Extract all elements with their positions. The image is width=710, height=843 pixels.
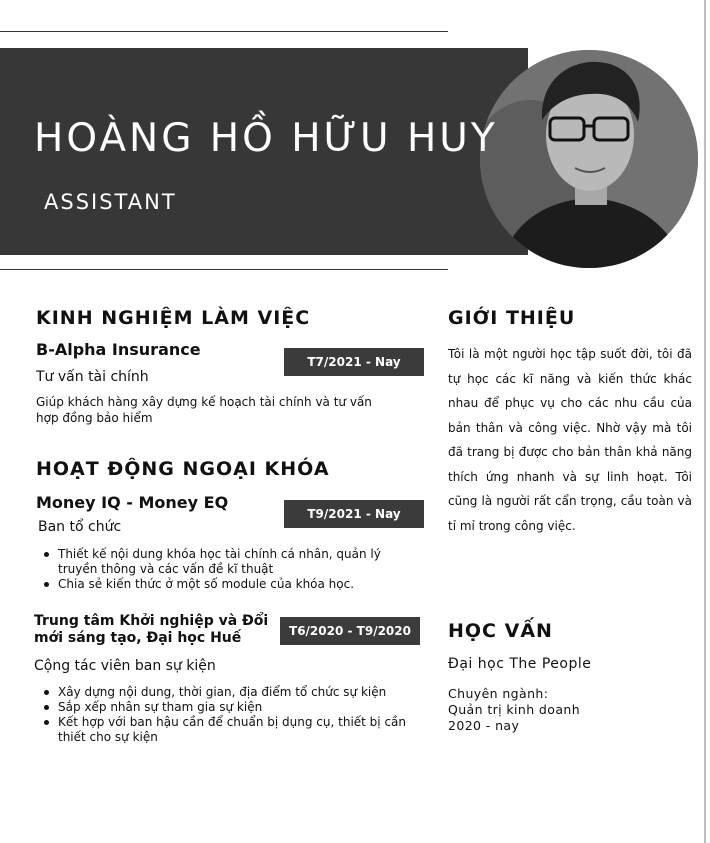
education-major-label: Chuyên ngành: xyxy=(448,686,549,701)
intro-heading: GIỚI THIỆU xyxy=(448,307,576,329)
list-item: Thiết kế nội dung khóa học tài chính cá nhân, quản lý truyền thông và các vấn đề kĩ thuật xyxy=(36,547,406,577)
candidate-name: HOÀNG HỒ HỮU HUY xyxy=(34,116,498,161)
list-item: Chia sẻ kiến thức ở một số module của khóa học. xyxy=(36,577,406,592)
experience-heading: KINH NGHIỆM LÀM VIỆC xyxy=(36,307,311,329)
profile-photo xyxy=(480,50,698,268)
experience-position: Tư vấn tài chính xyxy=(36,369,149,385)
list-item: Sắp xếp nhân sự tham gia sự kiện xyxy=(36,700,406,715)
activity-org: Trung tâm Khởi nghiệp và Đổi mới sáng tạo, Đại học Huế xyxy=(34,613,269,646)
intro-text: Tôi là một người học tập suốt đời, tôi đã tự học các kĩ năng và kiến thức khác nhau để phục vụ cho các nhu cầu của bản thân và công việc. Nhờ vậy mà tôi đã trang bị được cho bản thân khả năng thích ứng nhanh và sự linh hoạt. Tôi cũng là người rất cẩn trọng, cầu toàn và tỉ mỉ trong công việc. xyxy=(448,347,692,533)
activity-period-badge: T6/2020 - T9/2020 xyxy=(280,617,420,645)
bottom-divider xyxy=(0,269,448,270)
person-portrait-icon xyxy=(480,50,698,268)
experience-org: B-Alpha Insurance xyxy=(36,340,201,359)
activity-period-badge: T9/2021 - Nay xyxy=(284,500,424,528)
list-item: Xây dựng nội dung, thời gian, địa điểm tổ chức sự kiện xyxy=(36,685,406,700)
experience-description: Giúp khách hàng xây dựng kế hoạch tài chính và tư vấn hợp đồng bảo hiểm xyxy=(36,395,372,425)
list-item: Kết hợp với ban hậu cần để chuẩn bị dụng cụ, thiết bị cần thiết cho sự kiện xyxy=(36,715,406,745)
activity-org: Money IQ - Money EQ xyxy=(36,493,229,512)
activities-heading: HOẠT ĐỘNG NGOẠI KHÓA xyxy=(36,458,330,480)
education-years: 2020 - nay xyxy=(448,718,520,733)
candidate-role: ASSISTANT xyxy=(44,190,177,214)
top-divider xyxy=(0,31,448,32)
education-school: Đại học The People xyxy=(448,656,592,672)
activity-position: Ban tổ chức xyxy=(38,519,122,535)
activity-position: Cộng tác viên ban sự kiện xyxy=(34,658,216,674)
activity-bullet-list xyxy=(36,547,406,592)
activity-bullet-list xyxy=(36,685,406,745)
education-major: Quản trị kinh doanh xyxy=(448,702,581,717)
experience-period-badge: T7/2021 - Nay xyxy=(284,348,424,376)
education-heading: HỌC VẤN xyxy=(448,620,553,642)
